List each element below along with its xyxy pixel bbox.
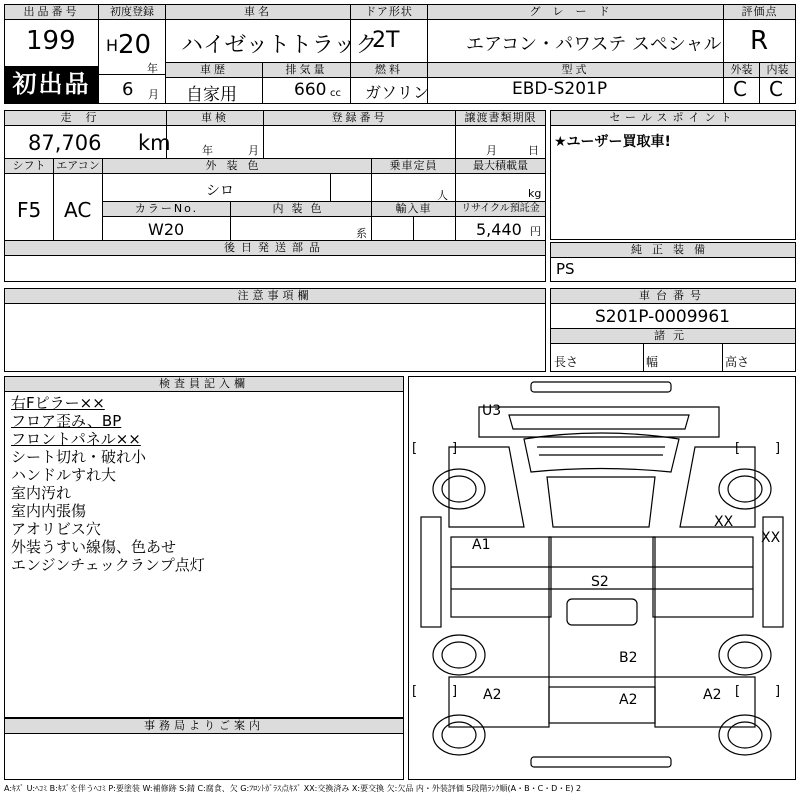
- bracket-rf-open: [: [735, 441, 741, 456]
- ac: AC: [64, 198, 92, 222]
- sales-point-label: セールスポイント: [551, 111, 795, 126]
- bracket-rf-close: ]: [775, 441, 781, 456]
- sales-point-text: ★ユーザー買取車!: [554, 134, 671, 150]
- inspector-note: 室内内張傷: [11, 502, 87, 520]
- fuel-label: 燃料: [351, 63, 427, 78]
- lot-number: 199: [26, 26, 76, 56]
- reg-year: 20: [118, 30, 152, 60]
- length-label: 長さ: [554, 355, 579, 369]
- transfer-month-unit: 月: [486, 144, 497, 157]
- later-parts-label: 後日発送部品: [5, 241, 545, 256]
- legend: A:ｷｽﾞ U:ﾍｺﾐ B:ｷｽﾞを伴うﾍｺﾐ P:要塗装 W:補修跡 S:錆 C:腐食、欠 G:ﾌﾛﾝﾄｶﾞﾗｽ点ｷｽﾞ XX:交換済み X:要交換 欠:欠品 内・外装評価 5段階ﾗﾝｸ順(A・B・C・D・E) 2: [4, 784, 582, 793]
- mileage-label: 走行: [5, 111, 166, 126]
- color-no-label: カラーNo.: [103, 202, 230, 217]
- genuine-equipment-label: 純正装備: [551, 243, 795, 258]
- first-listing-badge: 初出品: [5, 66, 98, 103]
- inspector-note: エンジンチェックランプ点灯: [11, 556, 205, 574]
- inspector-note: アオリビス穴: [11, 520, 101, 538]
- bracket-lr-close: ]: [452, 684, 458, 699]
- recycle-deposit: 5,440: [476, 220, 522, 239]
- max-load-label: 最大積載量: [456, 159, 545, 174]
- grade-label: グレード: [428, 5, 723, 20]
- transfer-day-unit: 日: [528, 144, 539, 157]
- door-type: 2T: [372, 28, 400, 53]
- inspector-notes-list: [5, 394, 400, 574]
- inspection-year-unit: 年: [202, 144, 213, 157]
- interior-grade: C: [769, 77, 783, 101]
- inspector-note: シート切れ・破れ小: [11, 448, 147, 466]
- rating: R: [750, 26, 769, 56]
- inspection-month-unit: 月: [248, 144, 259, 157]
- interior-color-unit: 系: [356, 227, 367, 240]
- rating-label: 評価点: [724, 5, 795, 20]
- width-label: 幅: [646, 355, 659, 369]
- mark-center: S2: [591, 574, 609, 590]
- model: EBD-S201P: [512, 79, 608, 99]
- inspector-note: 右Fピラー××: [11, 394, 105, 412]
- door-label: ドア形状: [351, 5, 427, 20]
- recycle-unit: 円: [530, 225, 541, 238]
- chassis-number: S201P-0009961: [595, 307, 730, 327]
- bracket-lr-open: [: [412, 684, 418, 699]
- displacement-unit: cc: [330, 88, 341, 99]
- inspection-label: 車検: [167, 111, 263, 126]
- inspector-note: 外装うすい線傷、色あせ: [11, 538, 177, 556]
- month-unit: 月: [148, 88, 159, 101]
- shift: F5: [17, 198, 42, 222]
- chassis-label: 車台番号: [551, 289, 795, 304]
- lot-label: 出品番号: [5, 5, 98, 20]
- max-load-unit: kg: [528, 187, 542, 200]
- color-no: W20: [148, 220, 185, 239]
- model-label: 型式: [428, 63, 723, 78]
- recycle-label: リサイクル預託金: [456, 202, 545, 217]
- fuel: ガソリン: [365, 83, 430, 102]
- mark-left-rear: A2: [483, 687, 502, 703]
- mark-bed: B2: [619, 650, 638, 666]
- bracket-lf-close: ]: [452, 441, 458, 456]
- inspector-note: ハンドルすれ大: [11, 466, 117, 484]
- capacity-label: 乗車定員: [372, 159, 455, 174]
- mark-right-front: XX: [714, 514, 734, 530]
- grade: エアコン・パワステ スペシャル: [466, 34, 722, 55]
- body-color: シロ: [206, 183, 234, 199]
- office-label: 事務局よりご案内: [5, 719, 403, 734]
- inspector-note: 室内汚れ: [11, 484, 72, 502]
- capacity-unit: 人: [437, 189, 448, 202]
- import-label: 輸入車: [372, 202, 455, 217]
- bracket-rr-open: [: [735, 684, 741, 699]
- color-label: 外装色: [103, 159, 371, 174]
- car-name: ハイゼットトラック: [181, 33, 378, 58]
- bracket-lf-open: [: [412, 441, 418, 456]
- mileage-unit: km: [138, 131, 171, 155]
- transfer-deadline-label: 譲渡書類期限: [456, 111, 545, 126]
- displacement: 660: [294, 80, 327, 100]
- interior-label: 内装: [760, 63, 795, 78]
- inspector-label: 検査員記入欄: [5, 377, 403, 392]
- displacement-label: 排気量: [263, 63, 350, 78]
- bracket-rr-close: ]: [775, 684, 781, 699]
- inspector-note: フロア歪み、BP: [11, 412, 122, 430]
- mileage: 87,706: [28, 131, 102, 155]
- mark-front: U3: [482, 403, 502, 419]
- exterior-label: 外装: [724, 63, 759, 78]
- reg-number-label: 登録番号: [264, 111, 455, 126]
- mark-rear: A2: [619, 692, 638, 708]
- first-reg-label: 初度登録: [99, 5, 165, 20]
- ac-label: エアコン: [54, 159, 102, 174]
- dims-label: 諸元: [551, 329, 795, 344]
- sales-point-panel: [550, 110, 796, 240]
- inspector-note: フロントパネル××: [11, 430, 141, 448]
- height-label: 高さ: [725, 355, 750, 369]
- mark-left-front: A1: [472, 537, 491, 553]
- notes-label: 注意事項欄: [5, 289, 545, 304]
- year-unit: 年: [147, 62, 158, 75]
- mark-right-side: XX: [761, 530, 781, 546]
- exterior-grade: C: [733, 77, 747, 101]
- interior-color-label: 内装色: [231, 202, 371, 217]
- era: H: [106, 36, 119, 55]
- car-name-label: 車名: [166, 5, 350, 20]
- reg-month: 6: [122, 79, 134, 100]
- history-label: 車歴: [166, 63, 262, 78]
- history: 自家用: [186, 85, 237, 105]
- genuine-equipment-value: PS: [556, 260, 575, 278]
- shift-label: シフト: [5, 159, 53, 174]
- mark-right-rear: A2: [703, 687, 722, 703]
